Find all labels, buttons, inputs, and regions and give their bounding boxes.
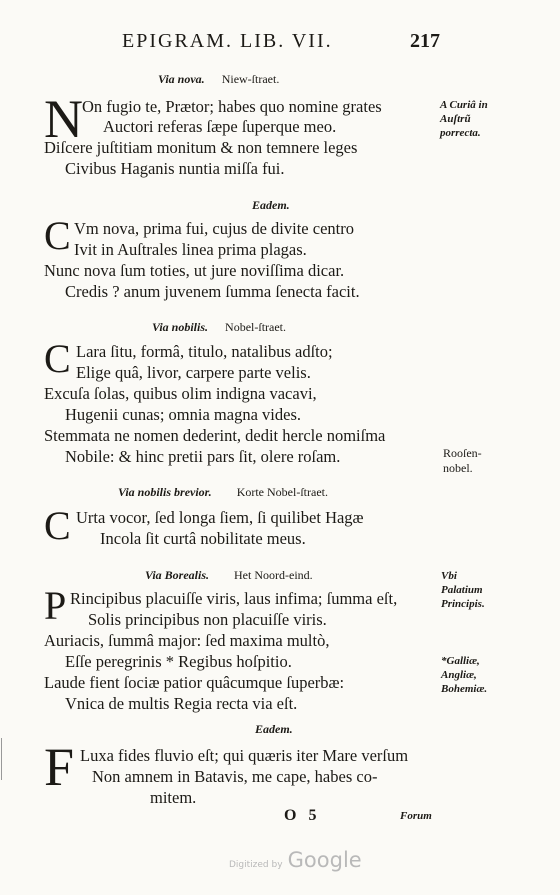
verse-line: Diſcere juſtitiam monitum & non temnere leges (44, 138, 358, 157)
heading-italic: Via nobilis. (152, 320, 209, 334)
running-title: EPIGRAM. LIB. VII. (122, 30, 333, 52)
section-heading (118, 485, 328, 500)
heading-italic: Eadem. (252, 198, 290, 212)
margin-note: Rooſen-nobel. (443, 446, 482, 475)
heading-italic: Via nova. (158, 72, 205, 86)
section-heading (145, 568, 313, 583)
section-heading (252, 198, 290, 213)
verse-line: Nobile: & hinc pretii pars ſit, olere roſam. (65, 447, 341, 466)
verse-line: Elige quâ, livor, carpere parte velis. (76, 363, 311, 382)
section-heading (255, 722, 293, 737)
verse-line: Auriacis, ſummâ major: ſed maxima multò, (44, 631, 330, 650)
verse-line: Vm nova, prima fui, cujus de divite centro (74, 219, 354, 238)
watermark-small-text: Digitized by (229, 860, 283, 870)
drop-cap: C (44, 336, 71, 381)
verse-line: Rincipibus placuiſſe viris, laus infima; ſumma eſt, (70, 589, 398, 608)
verse-line: Lara ſitu, formâ, titulo, natalibus adſto; (76, 342, 333, 361)
heading-roman: Het Noord-eind. (234, 568, 313, 582)
catchword: Forum (400, 810, 432, 822)
verse-line: On fugio te, Prætor; habes quo nomine grates (82, 97, 382, 116)
margin-note: Vbi Palatium Principis. (441, 570, 485, 610)
verse-line: Nunc nova ſum toties, ut jure noviſſima dicar. (44, 261, 345, 280)
heading-roman: Niew-ſtraet. (221, 72, 280, 86)
drop-cap: C (44, 213, 71, 258)
heading-roman: Nobel-ſtraet. (225, 320, 287, 334)
section-heading (152, 320, 286, 335)
drop-cap: N (44, 89, 83, 149)
verse-line: Eſſe peregrinis * Regibus hoſpitio. (65, 652, 292, 671)
heading-italic: Via Borealis. (145, 568, 210, 582)
drop-cap: C (44, 503, 71, 548)
verse-line: Credis ? anum juvenem ſumma ſenecta facit. (65, 282, 360, 301)
drop-cap: F (44, 737, 75, 797)
verse-line: Luxa fides fluvio eſt; qui quæris iter Mare verſum (80, 746, 409, 765)
heading-italic: Via nobilis brevior. (118, 485, 212, 499)
verse-line: Civibus Haganis nuntia miſſa fui. (65, 159, 285, 178)
signature-mark: O 5 (284, 807, 321, 824)
verse-line: Solis principibus non placuiſſe viris. (88, 610, 327, 629)
drop-cap: P (44, 583, 67, 628)
verse-line: Laude fient ſociæ patior quâcumque ſuperbæ: (44, 673, 345, 692)
verse-line: Excuſa ſolas, quibus olim indigna vacavi, (44, 384, 317, 403)
verse-line: Ivit in Auſtrales linea prima plagas. (74, 240, 307, 259)
verse-line: mitem. (150, 788, 197, 807)
heading-italic: Eadem. (255, 722, 293, 736)
verse-line: Auctori referas ſæpe ſuperque meo. (103, 117, 337, 136)
verse-line: Non amnem in Batavis, me cape, habes co- (92, 767, 378, 786)
verse-line: Incola ſit curtâ nobilitate meus. (100, 529, 306, 548)
watermark-logo-text: Google (287, 848, 362, 872)
binding-shadow (1, 738, 2, 780)
heading-roman: Korte Nobel-ſtraet. (236, 485, 328, 499)
verse-line: Hugenii cunas; omnia magna vides. (65, 405, 301, 424)
verse-line: Stemmata ne nomen dederint, dedit hercle nomiſma (44, 426, 386, 445)
margin-note: *Galliæ, Angliæ, Bohemiæ. (441, 655, 488, 695)
google-watermark (229, 848, 362, 872)
verse-line: Urta vocor, ſed longa ſiem, ſi quilibet Hagæ (76, 508, 364, 527)
page-number: 217 (410, 30, 440, 52)
section-heading (158, 72, 279, 87)
verse-line: Vnica de multis Regia recta via eſt. (65, 694, 298, 713)
margin-note: A Curiâ in Auſtrũ porrecta. (440, 99, 488, 139)
